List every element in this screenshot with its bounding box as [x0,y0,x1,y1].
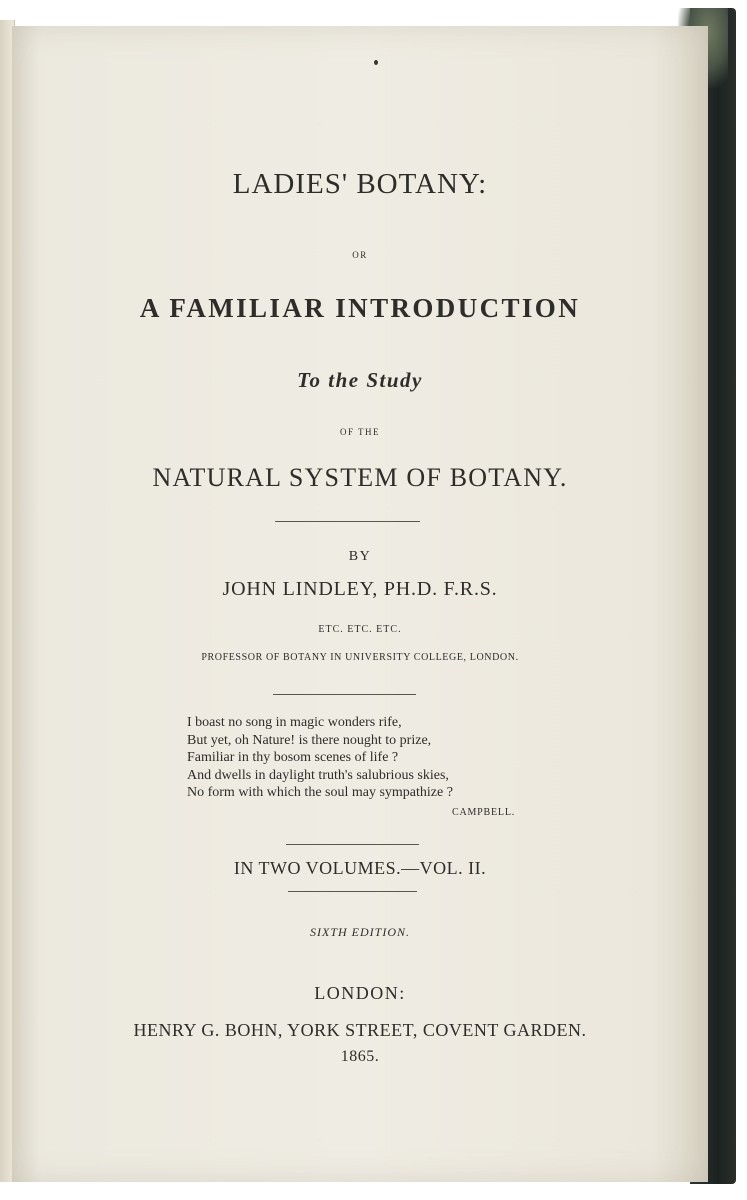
or-connector: OR [352,250,368,260]
epigraph-line: I boast no song in magic wonders rife, [187,715,402,730]
system-line: NATURAL SYSTEM OF BOTANY. [152,463,568,492]
epigraph-poem [187,714,547,802]
divider-rule-1 [275,521,420,522]
divider-rule-4 [288,891,417,892]
imprint-year: 1865. [340,1048,380,1065]
epigraph-line: And dwells in daylight truth's salubrious skies, [187,767,449,783]
author-name: JOHN LINDLEY, PH.D. F.R.S. [222,578,498,600]
title-page [12,26,708,1182]
epigraph-attribution: CAMPBELL. [452,807,516,818]
divider-rule-3 [286,844,419,845]
book-title: LADIES' BOTANY: [232,168,488,200]
epigraph-line: But yet, oh Nature! is there nought to prize, [187,732,432,748]
imprint-city: LONDON: [314,983,406,1003]
divider-rule-2 [273,694,416,695]
ink-speck [374,60,378,65]
edition-statement: SIXTH EDITION. [310,925,410,939]
book-subtitle: A FAMILIAR INTRODUCTION [139,293,581,323]
imprint-publisher: HENRY G. BOHN, YORK STREET, COVENT GARDEN. [133,1020,587,1040]
author-professorship: PROFESSOR OF BOTANY IN UNIVERSITY COLLEGE, LONDON. [201,652,519,663]
author-etc: ETC. ETC. ETC. [318,624,402,635]
epigraph-line: Familiar in thy bosom scenes of life ? [187,750,399,765]
epigraph-line: No form with which the soul may sympathize ? [187,785,453,800]
volume-statement: IN TWO VOLUMES.—VOL. II. [233,858,487,878]
of-the-connector: OF THE [339,427,381,437]
study-line: To the Study [297,368,423,392]
by-line: BY [348,549,372,564]
